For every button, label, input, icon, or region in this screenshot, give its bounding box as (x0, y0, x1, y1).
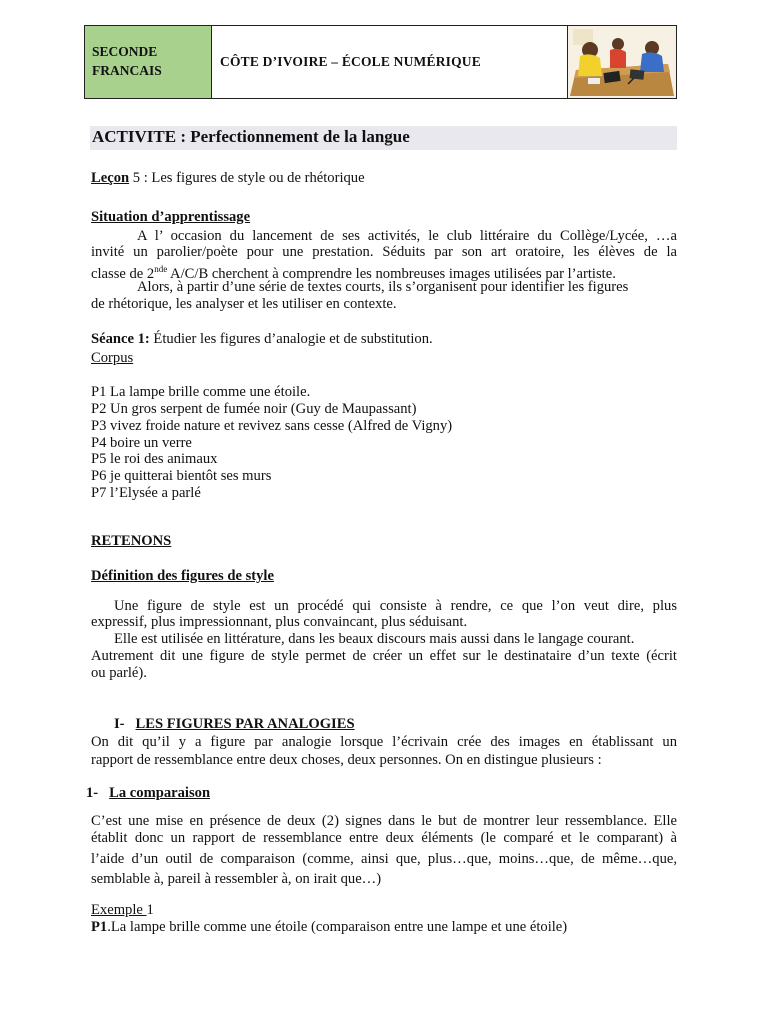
situation-line-2: invité un parolier/poète pour une prestation. Séduits par son art oratoire, les élèves de la (91, 244, 677, 260)
corpus-item: P3 vivez froide nature et revivez sans cesse (Alfred de Vigny) (91, 418, 453, 434)
exemple-line (91, 919, 567, 936)
situation-line-3b: A/C/B cherchent à comprendre les nombreuses images utilisées par l’artiste. (167, 265, 616, 282)
situation-line-1: A l’ occasion du lancement de ses activités, le club littéraire du Collège/Lycée, …a (137, 228, 677, 244)
exemple-heading (91, 902, 154, 919)
lesson-line (91, 170, 365, 187)
comparaison-heading (86, 785, 210, 802)
corpus-item: P4 boire un verre (91, 435, 192, 451)
corpus-title: Corpus (91, 350, 134, 366)
comparaison-line-1: C’est une mise en présence de deux (2) signes dans le but de montrer leur ressemblance. Elle (91, 813, 677, 829)
lesson-label: Leçon (91, 170, 130, 186)
seance-text: Étudier les figures d’analogie et de substitution. (149, 331, 433, 347)
seance-label: Séance 1: (91, 331, 150, 347)
retenons-heading: RETENONS (91, 533, 172, 549)
corpus-item: P2 Un gros serpent de fumée noir (Guy de Maupassant) (91, 401, 417, 417)
exemple-label: Exemple (91, 902, 147, 918)
section-1-title: LES FIGURES PAR ANALOGIES (135, 716, 355, 732)
situation-title: Situation d’apprentissage (91, 209, 251, 225)
subject: FRANCAIS (92, 63, 162, 78)
corpus-item: P5 le roi des animaux (91, 451, 218, 467)
section-1-line-2: rapport de ressemblance entre deux choses, deux personnes. On en distingue plusieurs : (91, 752, 602, 768)
definition-line-5: ou parlé). (91, 665, 147, 681)
definition-line-2: expressif, plus impressionnant, plus convaincant, plus séduisant. (91, 614, 468, 630)
definition-line-3: Elle est utilisée en littérature, dans les beaux discours mais aussi dans le langage courant. (114, 631, 635, 647)
class-level: SECONDE (92, 44, 158, 59)
comparaison-line-3: l’aide d’un outil de comparaison (comme, ainsi que, plus…que, moins…que, de même…que, (91, 851, 677, 867)
corpus-item: P1 La lampe brille comme une étoile. (91, 384, 311, 400)
lesson-text: 5 : Les figures de style ou de rhétorique (129, 170, 365, 186)
activity-title: ACTIVITE : Perfectionnement de la langue (90, 126, 677, 150)
class-cell (85, 26, 212, 98)
definition-line-4: Autrement dit une figure de style permet de créer un effet sur le destinataire d’un texte (écrit (91, 648, 677, 664)
situation-line-4: Alors, à partir d’une série de textes courts, ils s’organisent pour identifier les figures (137, 279, 629, 295)
section-1-line-1: On dit qu’il y a figure par analogie lorsque l’écrivain crée des images en établissant un (91, 734, 677, 750)
seance-line (91, 331, 433, 348)
exemple-number: 1 (146, 902, 154, 918)
school-title: CÔTE D’IVOIRE – ÉCOLE NUMÉRIQUE (212, 26, 568, 98)
section-1-heading (114, 716, 355, 733)
header-table (84, 25, 677, 99)
exemple-text: .La lampe brille comme une étoile (comparaison entre une lampe et une étoile) (107, 919, 568, 935)
situation-line-5: de rhétorique, les analyser et les utiliser en contexte. (91, 296, 397, 312)
definition-title: Définition des figures de style (91, 568, 274, 584)
definition-line-1: Une figure de style est un procédé qui consiste à rendre, ce que l’on veut dire, plus (114, 598, 677, 614)
comparaison-line-2: établit donc un rapport de ressemblance entre deux éléments (le comparé et le comparant) à (91, 830, 677, 846)
corpus-item: P7 l’Elysée a parlé (91, 485, 201, 501)
comparaison-line-4: semblable à, pareil à ressembler à, on irait que…) (91, 871, 382, 887)
students-illustration (568, 26, 676, 98)
situation-line-3a: classe de 2 (91, 265, 155, 282)
exemple-p-label: P1 (91, 919, 108, 935)
comparaison-title: La comparaison (109, 785, 211, 801)
corpus-item: P6 je quitterai bientôt ses murs (91, 468, 272, 484)
situation-line-3-sup: nde (154, 264, 168, 274)
comparaison-number: 1- (86, 785, 99, 801)
section-1-number: I- (114, 716, 125, 732)
